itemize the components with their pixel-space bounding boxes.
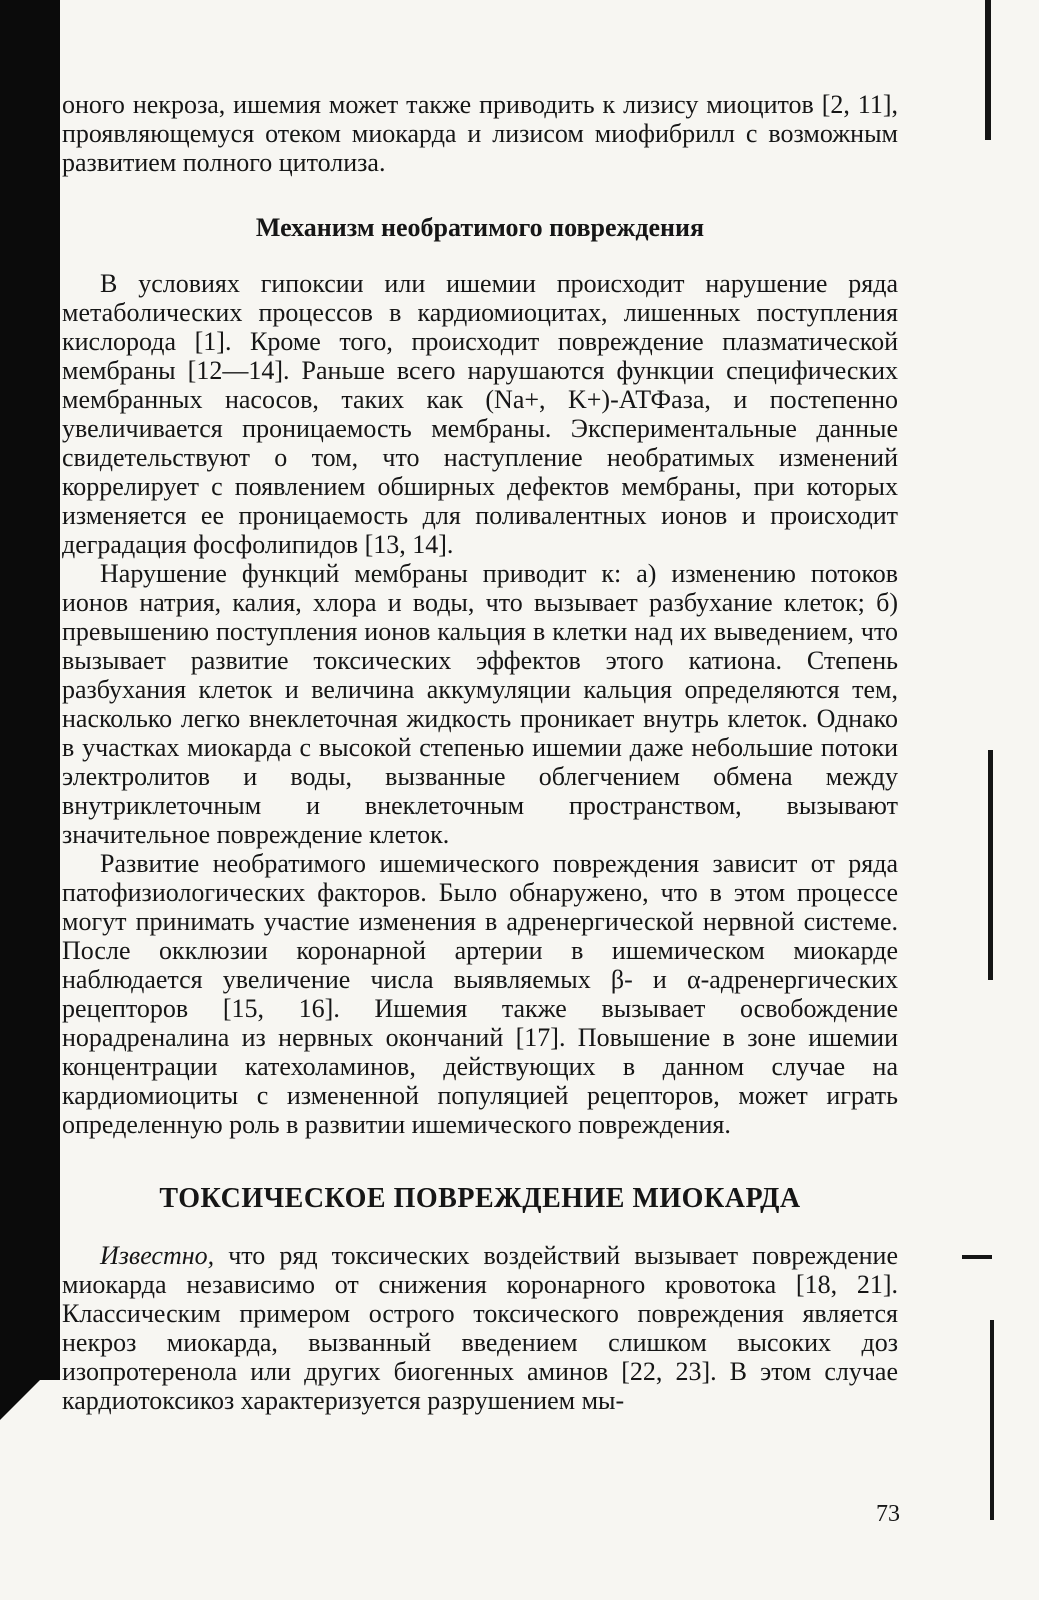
- section-lead-word: Известно,: [100, 1241, 215, 1270]
- section-lead-text: что ряд токсических воздействий вызывает повреждение миокарда независимо от снижения коронарного кровотока [18, 21]. Классическим примером острого токсического повреждения является некроз миокарда, вызванный введением слишком высоких доз изопротеренола или других биогенных аминов [22, 23]. В этом случае кардиотоксикоз характеризуется разрушением мы-: [62, 1241, 898, 1415]
- paragraph: Нарушение функций мембраны приводит к: а) изменению потоков ионов натрия, калия, хлора и воды, что вызывает разбухание клеток; б) превышению поступления ионов кальция в клетки над их выведением, что вызывает развитие токсических эффектов этого катиона. Степень разбухания клеток и величина аккумуляции кальция определяются тем, насколько легко внеклеточная жидкость проникает внутрь клеток. Однако в участках миокарда с высокой степенью ишемии даже небольшие потоки электролитов и воды, вызванные облегчением обмена между внутриклеточным и внеклеточным пространством, вызывают значительное повреждение клеток.: [62, 559, 898, 849]
- section-paragraph: [62, 1241, 898, 1415]
- section-title: ТОКСИЧЕСКОЕ ПОВРЕЖДЕНИЕ МИОКАРДА: [159, 1183, 801, 1214]
- scan-edge-mark-bottom: [990, 1320, 994, 1520]
- scan-edge-mark-dash: [962, 1255, 992, 1259]
- scan-spine-shadow: [0, 0, 60, 1380]
- scan-spine-taper: [0, 1380, 40, 1420]
- subsection-title: Механизм необратимого повреждения: [255, 213, 705, 242]
- book-page: [62, 90, 898, 1415]
- scan-edge-mark-middle: [988, 750, 993, 980]
- paragraph: В условиях гипоксии или ишемии происходит нарушение ряда метаболических процессов в кардиомиоцитах, лишенных поступления кислорода [1]. Кроме того, происходит повреждение плазматической мембраны [12—14]. Раньше всего нарушаются функции специфических мембранных насосов, таких как (Na+, K+)-АТФаза, и постепенно увеличивается проницаемость мембраны. Экспериментальные данные свидетельствуют о том, что наступление необратимых изменений коррелирует с появлением обширных дефектов мембраны, при которых изменяется ее проницаемость для поливалентных ионов и происходит деградация фосфолипидов [13, 14].: [62, 269, 898, 559]
- scan-edge-mark-top: [985, 0, 991, 140]
- page-number: 73: [876, 1501, 900, 1527]
- paragraph: Развитие необратимого ишемического повреждения зависит от ряда патофизиологических факторов. Было обнаружено, что в этом процессе могут принимать участие изменения в адренергической нервной системе. После окклюзии коронарной артерии в ишемическом миокарде наблюдается увеличение числа выявляемых β- и α-адренергических рецепторов [15, 16]. Ишемия также вызывает освобождение норадреналина из нервных окончаний [17]. Повышение в зоне ишемии концентрации катехоламинов, действующих в данном случае на кардиомиоциты с измененной популяцией рецепторов, может играть определенную роль в развитии ишемического повреждения.: [62, 849, 898, 1139]
- paragraph-top: оного некроза, ишемия может также приводить к лизису миоцитов [2, 11], проявляющемуся отеком миокарда и лизисом миофибрилл с возможным развитием полного цитолиза.: [62, 90, 898, 177]
